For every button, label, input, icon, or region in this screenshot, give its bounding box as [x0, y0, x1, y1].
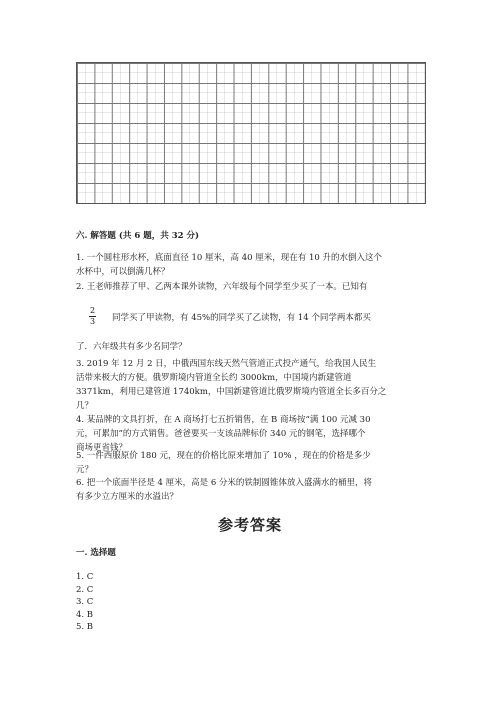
writing-grid: [76, 62, 426, 204]
q5-line-2: 元？: [76, 465, 94, 475]
answer-list: [76, 571, 93, 634]
question-5: [76, 449, 371, 477]
answer-item: 1. C: [76, 572, 94, 582]
q2-line-2: 同学买了甲读物，有 45%的同学买了乙读物，有 14 个同学两本都买: [112, 313, 371, 323]
q3-line-1: 3. 2019 年 12 月 2 日，中俄西国东线天然气管道正式投产通气，给我国人民生: [76, 359, 377, 369]
q2-line-3: 了．六年级共有多少名同学？: [76, 342, 187, 352]
answer-item: 2. C: [76, 584, 94, 595]
q6-line-2: 有多少立方厘米的水溢出？: [76, 492, 179, 502]
question-6: [76, 476, 372, 504]
question-1: [76, 251, 382, 279]
question-3: [76, 357, 386, 413]
answers-title: 参考答案: [217, 516, 282, 534]
fraction-denominator: 3: [90, 317, 96, 326]
q1-line-2: 水杯中，可以倒满几杯？: [76, 267, 170, 277]
q1-line-1: 1. 一个圆柱形水杯，底面直径 10 厘米，高 40 厘米，现在有 10 升的水倒入这个: [76, 253, 382, 263]
answer-item: 3. C: [76, 597, 94, 607]
q2-fraction: [89, 306, 96, 327]
section-title-6: 六. 解答题 (共 6 题，共 32 分): [76, 231, 200, 241]
q3-line-3: 3371km，利用已建管道 1740km，中国新建管道比俄罗斯境内管道全长多百分之: [76, 387, 387, 397]
q5-line-1: 5. 一件西服原价 180 元，现在的价格比原来增加了 10% ，现在的价格是多少: [76, 451, 371, 461]
q2-line-1: 2. 王老师推荐了甲、乙两本课外读物，六年级每个同学至少买了一本。已知有: [76, 282, 368, 292]
q4-line-1: 4. 某品牌的文具打折，在 A 商场打七五折销售，在 B 商场按“满 100 元减 30: [76, 415, 371, 425]
q4-line-2: 元，可累加”的方式销售。爸爸要买一支该品牌标价 340 元的钢笔，选择哪个: [76, 429, 366, 439]
answer-item: 5. B: [76, 622, 94, 632]
q4-line-3: 商场更省钱？: [76, 443, 128, 453]
answers-section-1-title: 一. 选择题: [76, 548, 116, 558]
q3-line-2: 活带来极大的方便。俄罗斯境内管道全长约 3000km，中国境内新建管道: [76, 373, 352, 383]
answer-item: 4. B: [76, 609, 94, 620]
q3-line-4: 几？: [76, 401, 94, 411]
q6-line-1: 6. 把一个底面半径是 4 厘米，高是 6 分米的铁制圆锥体放入盛满水的桶里，将: [76, 478, 372, 488]
fraction-numerator: 2: [90, 306, 96, 315]
